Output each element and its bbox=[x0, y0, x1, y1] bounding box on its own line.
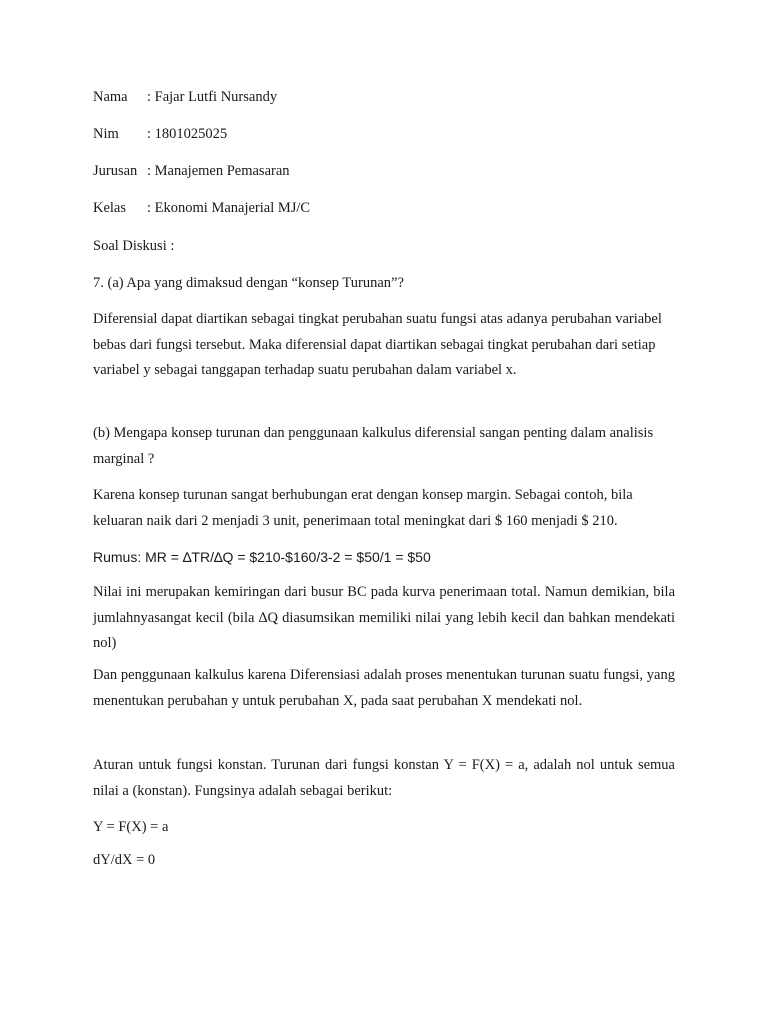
formula-1: Y = F(X) = a bbox=[93, 819, 169, 835]
jurusan-value: : Manajemen Pemasaran bbox=[147, 163, 290, 179]
nim-value: : 1801025025 bbox=[147, 126, 228, 142]
question-b: (b) Mengapa konsep turunan dan penggunaan kalkulus diferensial sangan penting dalam analisis marginal ? bbox=[93, 425, 654, 467]
kelas-value: : Ekonomi Manajerial MJ/C bbox=[147, 200, 311, 216]
aturan-paragraph: Aturan untuk fungsi konstan. Turunan dari fungsi konstan Y = F(X) = a, adalah nol untuk semua nilai a (konstan). Fungsinya adalah sebagai berikut: bbox=[93, 757, 675, 799]
answer-b-paragraph: Karena konsep turunan sangat berhubungan erat dengan konsep margin. Sebagai contoh, bila keluaran naik dari 2 menjadi 3 unit, penerimaan total meningkat dari $ 160 menjadi $ 210. bbox=[93, 487, 633, 529]
kelas-row bbox=[93, 199, 310, 217]
rumus-formula: Rumus: MR = ∆TR/∆Q = $210-$160/3-2 = $50/1 = $50 bbox=[93, 549, 431, 565]
nama-value: : Fajar Lutfi Nursandy bbox=[147, 89, 278, 105]
nama-row bbox=[93, 88, 277, 106]
nilai-paragraph: Nilai ini merupakan kemiringan dari busur BC pada kurva penerimaan total. Namun demikian, bila jumlahnyasangat kecil (bila ∆Q diasumsikan memiliki nilai yang lebih kecil dan bahkan mendekati nol) bbox=[93, 584, 675, 651]
soal-diskusi-heading: Soal Diskusi : bbox=[93, 238, 175, 254]
nama-label: Nama bbox=[93, 89, 128, 105]
jurusan-label: Jurusan bbox=[93, 163, 138, 179]
question-a-prefix: 7. (a) bbox=[93, 275, 127, 291]
jurusan-row bbox=[93, 162, 290, 180]
question-a-text: Apa yang dimaksud dengan “konsep Turunan”? bbox=[126, 275, 404, 291]
formula-2: dY/dX = 0 bbox=[93, 852, 156, 868]
kalkulus-paragraph: Dan penggunaan kalkulus karena Diferensiasi adalah proses menentukan turunan suatu fungsi, yang menentukan perubahan y untuk perubahan X, pada saat perubahan X mendekati nol. bbox=[93, 667, 675, 709]
kelas-label: Kelas bbox=[93, 200, 127, 216]
nim-row bbox=[93, 125, 227, 143]
question-a bbox=[93, 274, 404, 292]
answer-a-paragraph: Diferensial dapat diartikan sebagai tingkat perubahan suatu fungsi atas adanya perubahan variabel bebas dari fungsi tersebut. Maka diferensial dapat diartikan sebagai tingkat perubahan dari setiap variabel y sebagai tanggapan terhadap suatu perubahan dalam variabel x. bbox=[93, 311, 662, 378]
nim-label: Nim bbox=[93, 126, 119, 142]
